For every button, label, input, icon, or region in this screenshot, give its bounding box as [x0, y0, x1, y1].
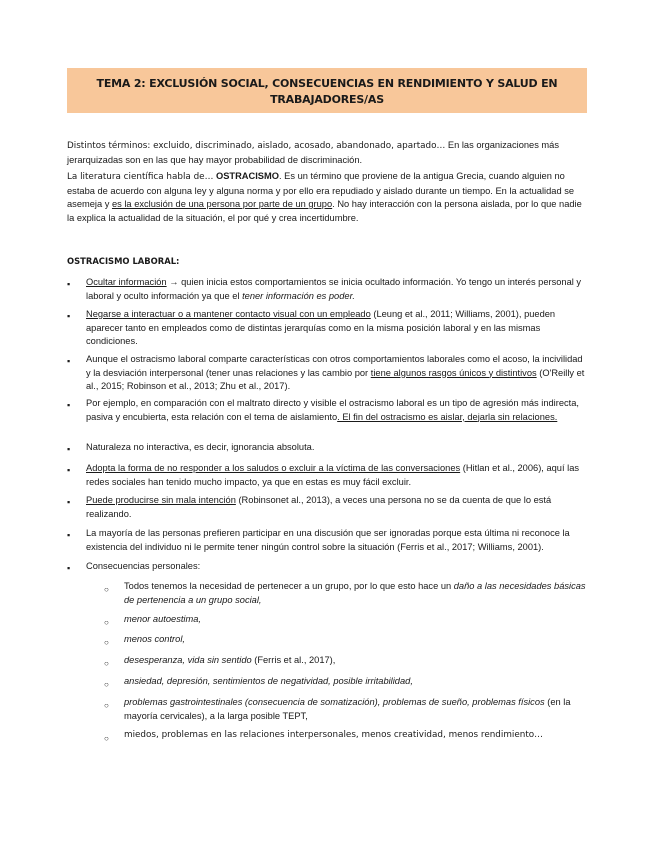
list-item — [86, 276, 588, 303]
bullet-marker: ▪ — [67, 465, 71, 475]
ostracismo-term: OSTRACISMO — [213, 171, 279, 181]
underlined-text: tiene algunos rasgos únicos y distintivos — [370, 367, 537, 378]
sub-list-item — [124, 654, 588, 668]
list-item — [86, 560, 588, 574]
intro-literature: La literatura científica habla de… — [67, 172, 214, 182]
sub-bullet-marker: ○ — [104, 638, 109, 647]
underlined-text: Ocultar información — [86, 277, 167, 287]
bullet-marker: ▪ — [67, 563, 71, 573]
underlined-text: . El fin del ostracismo es aislar, dejarla sin relaciones. — [337, 411, 558, 422]
sub-bullet-marker: ○ — [104, 618, 109, 627]
intro-text: En las organizaciones más jerarquizadas son en las que hay mayor probabilidad de discriminación. — [67, 140, 559, 165]
bullet-marker: ▪ — [67, 311, 71, 321]
bullet-marker: ▪ — [67, 444, 71, 454]
sub-list-item — [124, 580, 588, 607]
sub-list-item — [124, 675, 588, 689]
bullet-marker: ▪ — [67, 530, 71, 540]
item-text: (en la mayoría cervicales), a la larga posible TEPT, — [124, 697, 571, 721]
item-text: Aunque el ostracismo laboral comparte características con otros comportamientos laborales como el acoso, la incivilidad y la desviación interpersonal (tener unas relaciones y las cambio por — [86, 354, 583, 378]
bullet-marker: ▪ — [67, 400, 71, 410]
bullet-marker: ▪ — [67, 356, 71, 366]
underlined-text: Adopta la forma de no responder a los saludos o excluir a la víctima de las conversaciones — [86, 463, 461, 473]
item-text: → quien inicia estos comportamientos se inicia ocultado información. Yo tengo un interés personal y laboral y oculto información ya que el — [86, 277, 582, 301]
italic-text: ansiedad, depresión, sentimientos de negatividad, posible irritabilidad, — [124, 676, 413, 686]
intro-text: . Es un término que proviene de la antigua Grecia, cuando alguien no estaba de acuerdo con alguna ley y alguna norma y por ello era repudiado y aislado durante un tiempo. En la actualidad se asemeja y — [67, 171, 575, 209]
item-text: Naturaleza no interactiva, es decir, ignorancia absoluta. — [86, 442, 315, 452]
list-item — [86, 527, 588, 554]
bullet-marker: ▪ — [67, 279, 71, 289]
list-item — [86, 353, 588, 394]
sub-bullet-marker: ○ — [104, 701, 109, 710]
item-text: Consecuencias personales: — [86, 561, 201, 571]
sub-list-item — [124, 633, 588, 647]
intro-text: . No hay interacción con la persona aislada, por lo que nadie la explica la actualidad de la situación, el por qué y crea incertidumbre. — [67, 199, 582, 223]
item-text: (Ferris et al., 2017), — [251, 655, 336, 665]
sub-list-item — [124, 696, 588, 723]
item-text: Todos tenemos la necesidad de pertenecer a un grupo, por lo que esto hace un — [124, 581, 454, 591]
item-text: (O'Reilly et al., 2015; Robinson et al., 2013; Zhu et al., 2017). — [86, 367, 585, 391]
intro-paragraph-1 — [67, 139, 587, 167]
underlined-text: Negarse a interactuar o a mantener contacto visual con un empleado — [86, 309, 371, 319]
italic-text: menos control, — [124, 634, 185, 644]
sub-bullet-marker: ○ — [104, 659, 109, 668]
italic-text: menor autoestima, — [124, 614, 201, 624]
item-text: Por ejemplo, en comparación con el maltrato directo y visible el ostracismo laboral es un tipo de agresión más indirecta, pasiva y encubierta, esta relación con el tema de aislamiento — [86, 398, 579, 422]
list-item — [86, 462, 588, 489]
sub-bullet-marker: ○ — [104, 734, 109, 743]
item-text: (Robinsonet al., 2013), a veces una persona no se da cuenta de que lo está realizando. — [86, 495, 552, 519]
list-item — [86, 397, 588, 424]
sub-list-item — [124, 613, 588, 627]
item-text: (Hitlan et al., 2006), aquí las redes sociales han tenido mucho impacto, ya que en estas es muy fácil excluir. — [86, 463, 580, 487]
list-item — [86, 494, 588, 521]
list-item — [86, 441, 588, 455]
list-item — [86, 308, 588, 349]
sub-list-item — [124, 728, 588, 743]
underlined-text: Puede producirse sin mala intención — [86, 495, 236, 505]
document-title-banner — [67, 68, 587, 113]
item-text: La mayoría de las personas prefieren participar en una discusión que ser ignoradas porque esta última ni reconoce la existencia del individuo ni le permite tener ningún control sobre la situación (Ferris et al., 2017; Williams, 2001). — [86, 528, 570, 552]
italic-text: desesperanza, vida sin sentido — [124, 655, 252, 665]
intro-paragraph-2 — [67, 170, 587, 225]
underlined-definition: es la exclusión de una persona por parte de un grupo — [111, 199, 333, 209]
intro-terms: Distintos términos: excluido, discriminado, aislado, acosado, abandonado, apartado… — [67, 141, 446, 151]
item-text: miedos, problemas en las relaciones interpersonales, menos creatividad, menos rendimiento… — [124, 730, 543, 740]
italic-text: daño a las necesidades básicas de pertenencia a un grupo social, — [124, 581, 586, 605]
item-text: (Leung et al., 2011; Williams, 2001), pueden aparecer tanto en empleados como de distintas jerarquías como en la misma posición laboral y en las mismas condiciones. — [86, 309, 556, 346]
italic-text: problemas gastrointestinales (consecuencia de somatización), problemas de sueño, problemas físicos — [124, 697, 545, 707]
sub-bullet-marker: ○ — [104, 585, 109, 594]
sub-bullet-marker: ○ — [104, 680, 109, 689]
italic-text: tener información es poder. — [242, 290, 355, 301]
title-line-1: TEMA 2: EXCLUSIÓN SOCIAL, CONSECUENCIAS EN RENDIMIENTO Y SALUD EN — [96, 77, 558, 90]
section-heading: OSTRACISMO LABORAL: — [67, 256, 180, 266]
title-line-2: TRABAJADORES/AS — [270, 93, 384, 106]
bullet-marker: ▪ — [67, 497, 71, 507]
